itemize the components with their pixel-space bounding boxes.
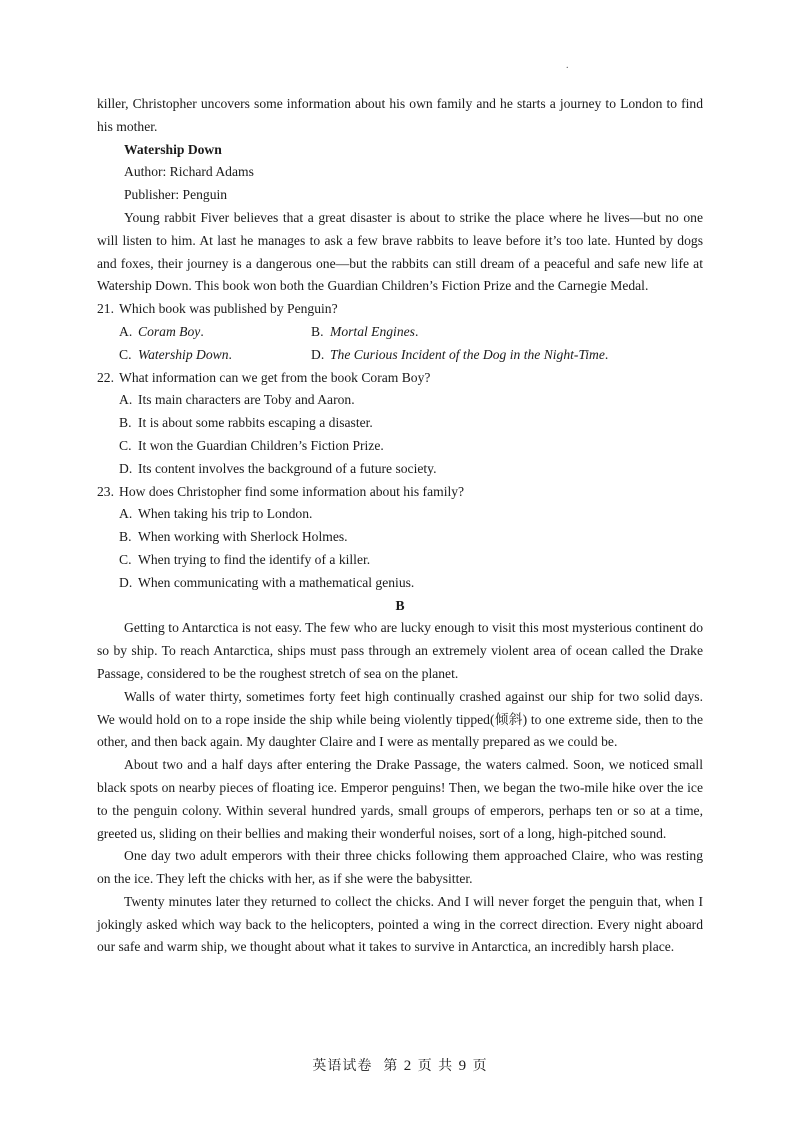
option-d: D. When communicating with a mathematical genius. bbox=[119, 574, 415, 590]
question-22 bbox=[97, 367, 703, 390]
continued-paragraph: killer, Christopher uncovers some information about his own family and he starts a journey to London to find his mother. bbox=[97, 96, 703, 134]
footer-ye: 页 bbox=[417, 1058, 433, 1074]
passage-paragraph-5: Twenty minutes later they returned to collect the chicks. And I will never forget the penguin that, when I jokingly asked which way back to the helicopters, pointed a wing in the correct direction. Every night aboard our safe and warm ship, we thought about what it takes to survive in Antarctica, an incredibly harsh place. bbox=[97, 893, 703, 955]
option-d: D. Its content involves the background of a future society. bbox=[119, 460, 437, 476]
top-mark: . bbox=[566, 60, 569, 71]
footer-total-pages: 9 bbox=[458, 1058, 468, 1074]
option-a: A. When taking his trip to London. bbox=[119, 506, 313, 522]
question-text: How does Christopher find some information about his family? bbox=[119, 483, 465, 499]
option-c: C. Watership Down. bbox=[119, 346, 232, 362]
option-a: A. Coram Boy. bbox=[119, 323, 204, 339]
book-summary: Young rabbit Fiver believes that a great disaster is about to strike the place where he lives—but no one will listen to him. At last he manages to ask a few brave rabbits to leave before it’s too late. Hunted by dogs and foxes, their journey is a dangerous one—but the rabbits can still dream of a peaceful and safe new life at Watership Down. This book won both the Guardian Children’s Fiction Prize and the Carnegie Medal. bbox=[97, 209, 703, 294]
book-title: Watership Down bbox=[124, 141, 222, 157]
book-author: Author: Richard Adams bbox=[124, 164, 254, 180]
question-22-options bbox=[97, 389, 703, 480]
option-c: C. It won the Guardian Children’s Fiction Prize. bbox=[119, 437, 384, 453]
page-footer bbox=[0, 1055, 800, 1075]
question-text: Which book was published by Penguin? bbox=[119, 301, 338, 317]
question-number: 22. bbox=[97, 369, 114, 385]
passage-paragraph-2: Walls of water thirty, sometimes forty feet high continually crashed against our ship for two solid days. We would hold on to a rope inside the ship while being violently tipped(倾斜) to one extreme side, then to the other, and then back again. My daughter Claire and I were as mentally prepared as we could be. bbox=[97, 688, 703, 750]
passage-paragraph-3: About two and a half days after entering the Drake Passage, the waters calmed. Soon, we noticed small black spots on nearby pieces of floating ice. Emperor penguins! Then, we began the two-mile hike over the ice to the penguin colony. Within several hundred yards, small groups of emperors, perhaps ten or so at a time, greeted us, sliding on their bellies and making their wonderful noises, sort of a long, high-pitched sound. bbox=[97, 757, 703, 841]
question-21 bbox=[97, 298, 703, 321]
footer-ye: 页 bbox=[472, 1058, 488, 1074]
option-b: B. Mortal Engines. bbox=[311, 323, 419, 339]
section-heading: B bbox=[395, 597, 405, 613]
passage-paragraph-1: Getting to Antarctica is not easy. The few who are lucky enough to visit this most mysterious continent do so by ship. To reach Antarctica, ships must pass through an extremely violent area of ocean called the Drake Passage, considered to be the roughest stretch of sea on the planet. bbox=[97, 620, 703, 681]
question-number: 23. bbox=[97, 483, 114, 499]
option-b: B. When working with Sherlock Holmes. bbox=[119, 529, 348, 545]
document-body bbox=[97, 93, 703, 959]
option-b: B. It is about some rabbits escaping a disaster. bbox=[119, 415, 373, 431]
option-d: D. The Curious Incident of the Dog in the Night-Time. bbox=[311, 346, 609, 362]
question-text: What information can we get from the book Coram Boy? bbox=[119, 369, 431, 385]
question-23-options bbox=[97, 503, 703, 594]
footer-gong: 共 bbox=[438, 1058, 454, 1074]
passage-paragraph-4: One day two adult emperors with their three chicks following them approached Claire, who was resting on the ice. They left the chicks with her, as if she were the babysitter. bbox=[97, 848, 703, 887]
footer-page-number: 2 bbox=[403, 1058, 413, 1074]
footer-subject: 英语试卷 bbox=[312, 1058, 373, 1074]
footer-di: 第 bbox=[383, 1058, 399, 1074]
question-23 bbox=[97, 481, 703, 504]
question-21-options bbox=[97, 321, 703, 367]
question-number: 21. bbox=[97, 301, 114, 317]
option-a: A. Its main characters are Toby and Aaron. bbox=[119, 392, 355, 408]
option-c: C. When trying to find the identify of a killer. bbox=[119, 551, 371, 567]
book-publisher: Publisher: Penguin bbox=[124, 187, 228, 203]
